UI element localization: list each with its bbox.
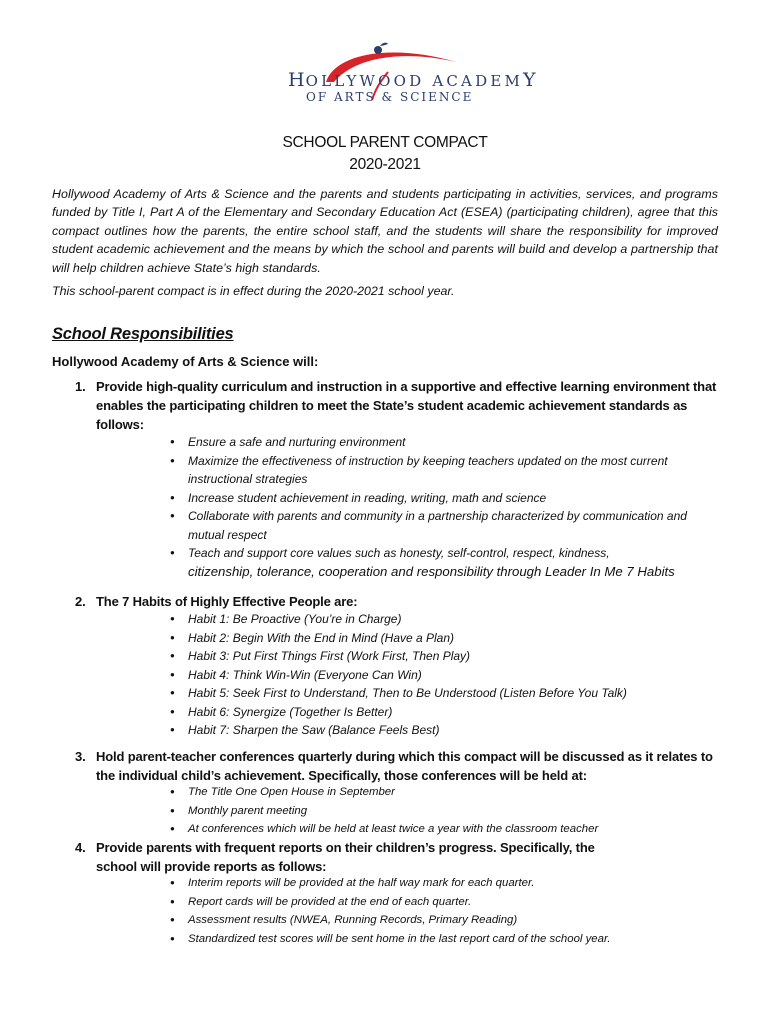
school-logo — [276, 42, 537, 114]
list-item: ● Habit 7: Sharpen the Saw (Balance Feels Best) — [170, 721, 627, 740]
item-text: Provide high-quality curriculum and instruction in a supportive and effective learning environment that enables the participating children to meet the State’s student academic achievement standards as follows: — [96, 379, 717, 432]
list-item: ● Standardized test scores will be sent home in the last report card of the school year. — [170, 930, 611, 949]
list-item: ● Assessment results (NWEA, Running Records, Primary Reading) — [170, 911, 611, 930]
list-item — [170, 544, 708, 581]
list-item: ● Habit 2: Begin With the End in Mind (Have a Plan) — [170, 629, 627, 648]
list-item-continuation: citizenship, tolerance, cooperation and responsibility through Leader In Me 7 Habits — [188, 563, 675, 579]
item-text: Provide parents with frequent reports on their children’s progress. Specifically, the school will provide reports as follows: — [96, 840, 595, 874]
bullet-list — [170, 783, 598, 839]
bullet-list — [170, 433, 690, 581]
document-year: 2020-2021 — [349, 156, 421, 173]
list-item: ● Habit 6: Synergize (Together Is Better) — [170, 703, 627, 722]
item-number: 4. — [75, 840, 86, 855]
bullet-list — [170, 610, 627, 740]
list-item: ● Habit 4: Think Win-Win (Everyone Can Win) — [170, 666, 627, 685]
logo-line-1: HOLLYWOOD ACADEMY — [288, 69, 537, 91]
list-item: ● Interim reports will be provided at the half way mark for each quarter. — [170, 874, 611, 893]
logo-line-2: OF ARTS & SCIENCE — [306, 90, 474, 104]
list-item: ● At conferences which will be held at least twice a year with the classroom teacher — [170, 820, 598, 839]
list-item-text: Teach and support core values such as honesty, self-control, respect, kindness, — [188, 546, 610, 560]
section-lead: Hollywood Academy of Arts & Science will: — [52, 354, 319, 369]
list-item: ● Habit 3: Put First Things First (Work First, Then Play) — [170, 647, 627, 666]
item-number: 2. — [75, 594, 86, 609]
item-number: 3. — [75, 749, 86, 764]
item-text: The 7 Habits of Highly Effective People are: — [96, 594, 358, 609]
responsibility-item — [75, 838, 635, 876]
list-item: ● Report cards will be provided at the end of each quarter. — [170, 893, 611, 912]
list-item: ● Collaborate with parents and community in a partnership characterized by communication and mutual respect — [170, 507, 690, 544]
list-item: ● The Title One Open House in September — [170, 783, 598, 802]
responsibility-item — [75, 747, 735, 785]
list-item: ● Ensure a safe and nurturing environment — [170, 433, 690, 452]
responsibility-item — [75, 377, 735, 434]
section-heading: School Responsibilities — [52, 325, 234, 343]
item-text: Hold parent-teacher conferences quarterly during which this compact will be discussed as it relates to the individual child’s achievement. Specifically, those conferences will be held at: — [96, 749, 713, 783]
effect-statement: This school-parent compact is in effect during the 2020-2021 school year. — [52, 284, 455, 298]
list-item: ● Maximize the effectiveness of instruction by keeping teachers updated on the most current instructional strategies — [170, 452, 690, 489]
bullet-list — [170, 874, 611, 948]
list-item: ● Habit 5: Seek First to Understand, Then to Be Understood (Listen Before You Talk) — [170, 684, 627, 703]
item-number: 1. — [75, 379, 86, 394]
list-item: ● Monthly parent meeting — [170, 802, 598, 821]
responsibility-item — [75, 592, 735, 611]
list-item: ● Increase student achievement in reading, writing, math and science — [170, 489, 690, 508]
intro-paragraph: Hollywood Academy of Arts & Science and the parents and students participating in activities, services, and programs funded by Title I, Part A of the Elementary and Secondary Education Act (ESEA) (participating children), agree that this compact outlines how the parents, the entire school staff, and the students will share the responsibility for improved student academic achievement and the means by which the school and parents will build and develop a partnership that will help children achieve State’s high standards. — [52, 187, 718, 275]
list-item: ● Habit 1: Be Proactive (You’re in Charge) — [170, 610, 627, 629]
document-title: SCHOOL PARENT COMPACT — [282, 134, 488, 151]
